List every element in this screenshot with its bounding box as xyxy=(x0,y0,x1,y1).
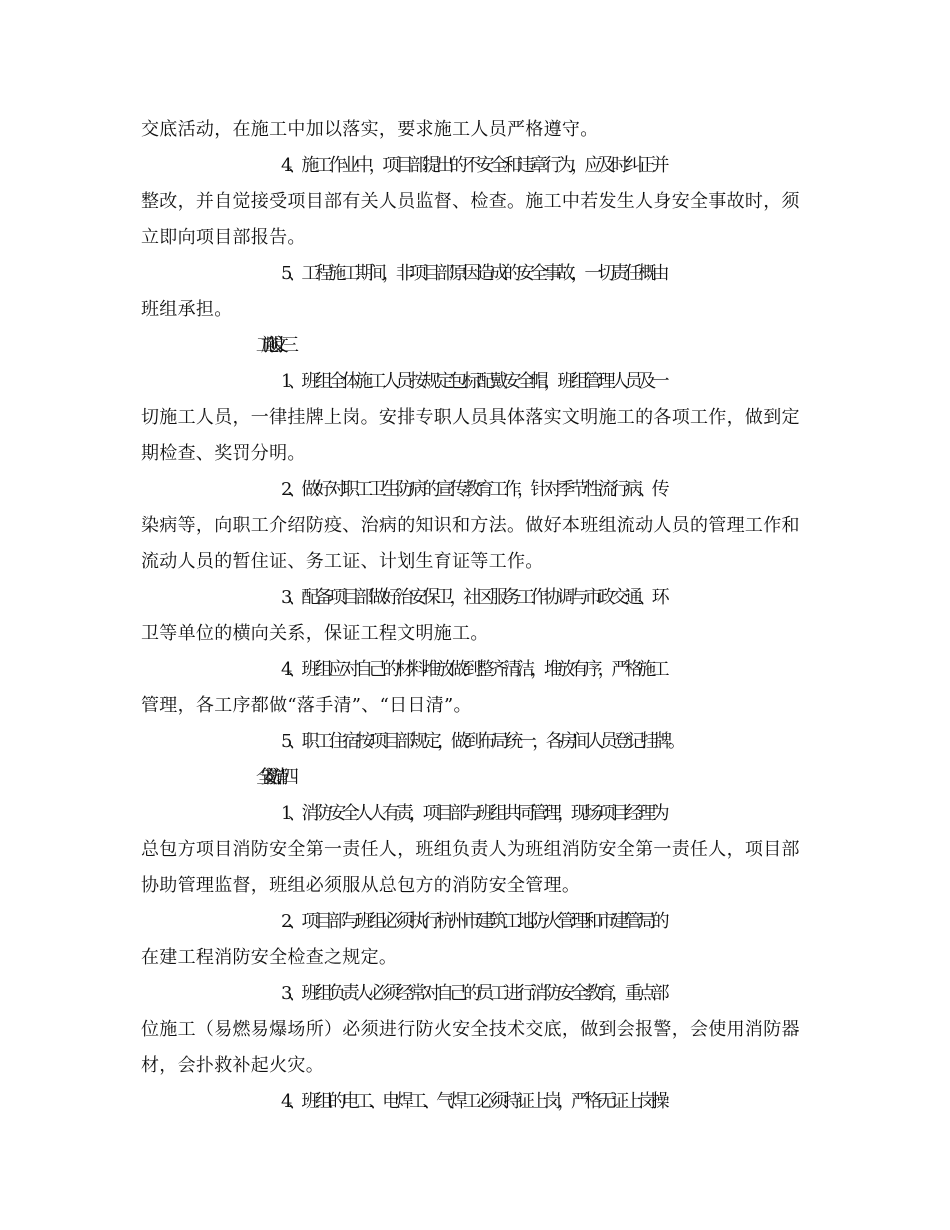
paragraph-line: 总包方项目消防安全第一责任人，班组负责人为班组消防安全第一责任人，项目部 xyxy=(141,839,800,860)
paragraph-line-indented: 2、做好对职工卫生防病的宣传教育工作，针对季节性流行病、传 xyxy=(281,479,666,500)
paragraph-line-indented: 5、职工住宿按项目部规定，做到布局统一，各房间人员登记挂牌。 xyxy=(281,731,682,752)
paragraph-line-indented: 5、工程施工期间，非项目部原因造成的安全事故，一切责任概由 xyxy=(281,263,666,284)
paragraph-line: 协助管理监督，班组必须服从总包方的消防安全管理。 xyxy=(141,875,581,896)
paragraph-line-indented: 1、消防安全人人有责，项目部与班组共同管理，现场项目经理为 xyxy=(281,803,666,824)
paragraph-line-indented: 4、班组应对自己的材料堆放做到整齐清洁，堆放有序，严格施工 xyxy=(281,659,666,680)
paragraph-line-indented: 4、施工作业中，项目部提出的不安全和违章行为，应及时纠正并 xyxy=(281,155,666,176)
document-body xyxy=(141,112,821,1120)
paragraph-line: 班组承担。 xyxy=(141,299,233,320)
paragraph-line-indented: 3、班组负责人必须经常对自己的员工进行消防安全教育，重点部 xyxy=(281,983,666,1004)
paragraph-line: 管理，各工序都做“落手清”、“日日清”。 xyxy=(141,695,472,716)
paragraph-line: 染病等，向职工介绍防疫、治病的知识和方法。做好本班组流动人员的管理工作和 xyxy=(141,515,800,536)
paragraph-line-indented xyxy=(141,760,821,796)
paragraph-line: 整改，并自觉接受项目部有关人员监督、检查。施工中若发生人身安全事故时，须 xyxy=(141,191,800,212)
paragraph-line-indented: 2、项目部与班组必须执行杭州市建筑工地防火管理和市建管局的 xyxy=(281,911,666,932)
paragraph-line: 材，会扑救补起火灾。 xyxy=(141,1055,324,1076)
paragraph-line: 流动人员的暂住证、务工证、计划生育证等工作。 xyxy=(141,551,544,572)
paragraph-line-indented: 3、配备项目部做好治安保卫，社区服务工作协调与市政交通、环 xyxy=(281,587,666,608)
paragraph-line: 切施工人员，一律挂牌上岗。安排专职人员具体落实文明施工的各项工作，做到定 xyxy=(141,407,800,428)
paragraph-line-indented: 1、班组全体施工人员按规定包标配戴安全帽，班组管理人员及一 xyxy=(281,371,666,392)
paragraph-line: 在建工程消防安全检查之规定。 xyxy=(141,947,398,968)
paragraph-line: 交底活动，在施工中加以落实，要求施工人员严格遵守。 xyxy=(141,119,599,140)
paragraph-line-indented: 4、班组的电工、电焊工、气焊工必须持证上岗，严格无证上岗操 xyxy=(281,1091,666,1112)
paragraph-line: 期检查、奖罚分明。 xyxy=(141,443,306,464)
paragraph-line: 立即向项目部报告。 xyxy=(141,227,306,248)
paragraph-line: 卫等单位的横向关系，保证工程文明施工。 xyxy=(141,623,489,644)
paragraph-line: 位施工（易燃易爆场所）必须进行防火安全技术交底，做到会报警，会使用消防器 xyxy=(141,1019,800,1040)
paragraph-line-indented xyxy=(141,328,821,364)
